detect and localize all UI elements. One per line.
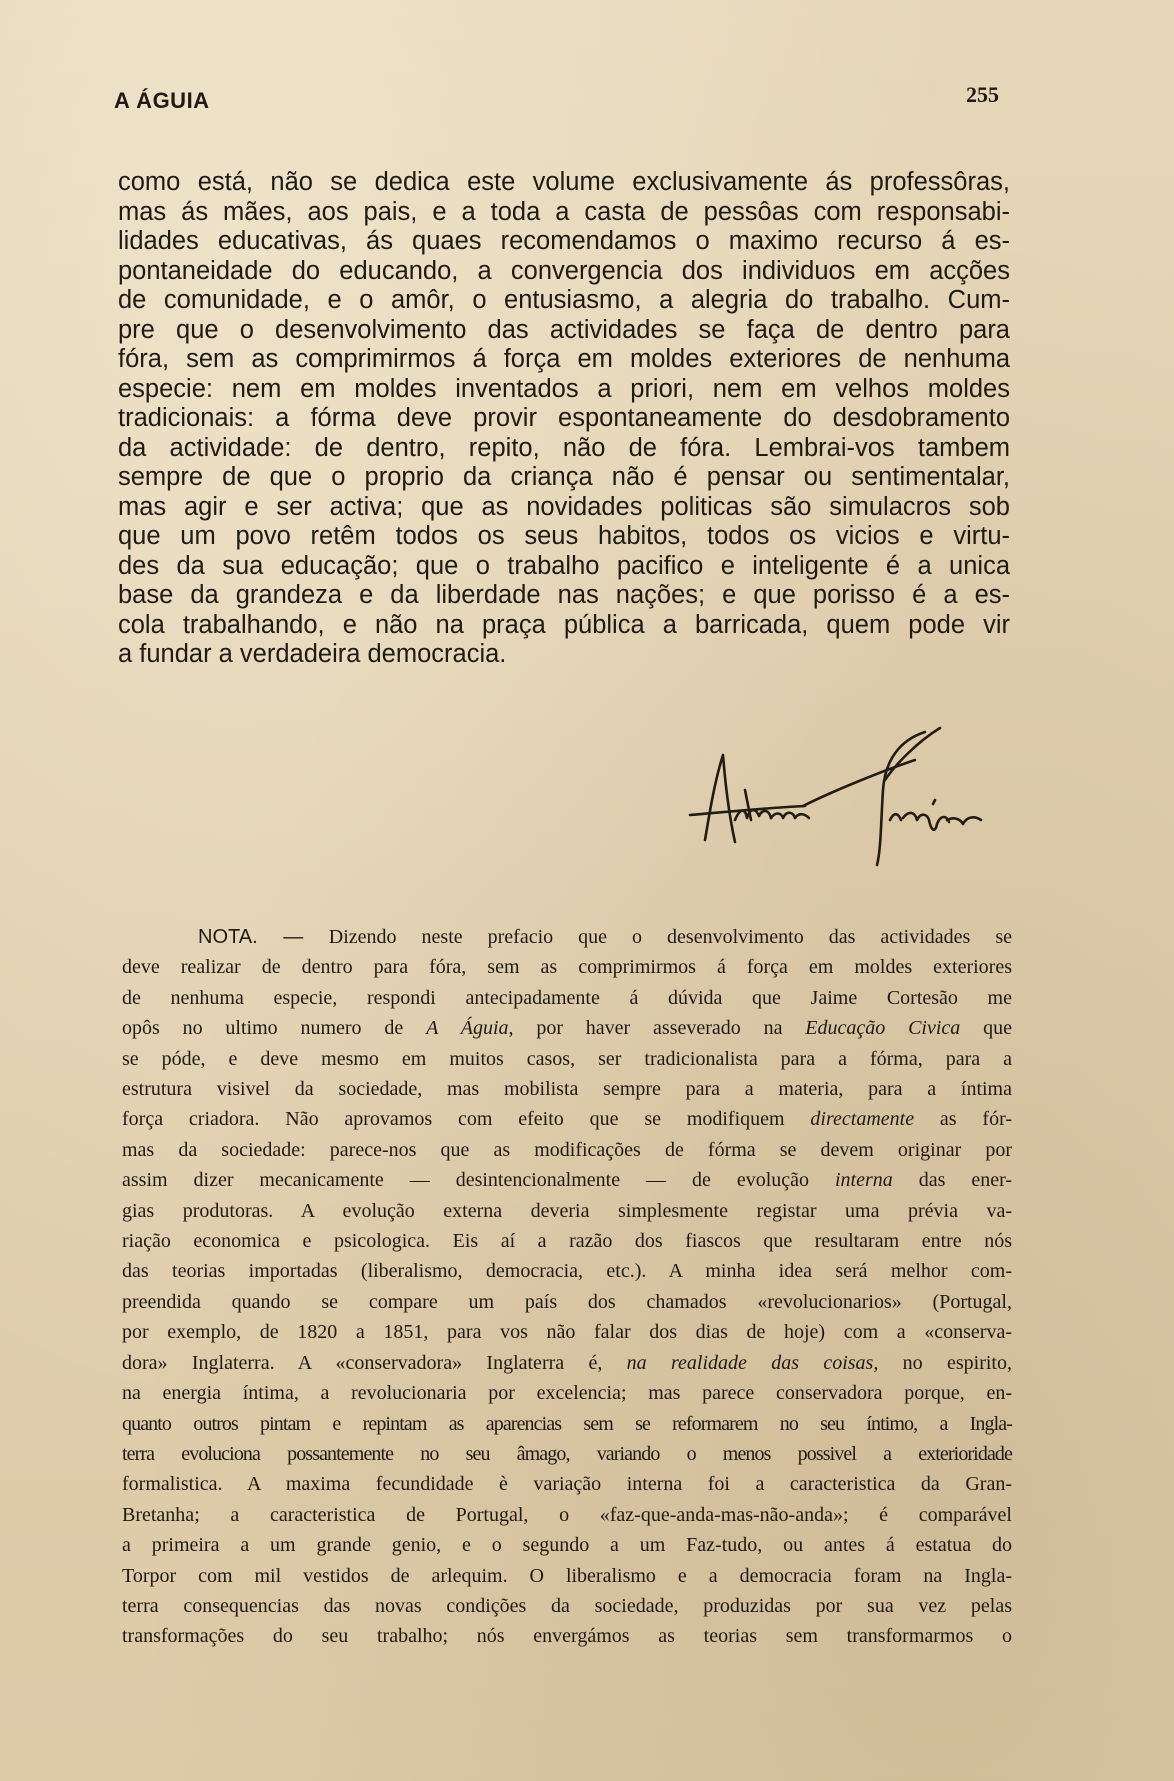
note-text: no espirito, bbox=[878, 1351, 1012, 1374]
note-text: de nenhuma especie, respondi antecipadamente á dúvida que Jaime Cortesão me bbox=[122, 986, 1012, 1009]
note-text: por exemplo, de 1820 a 1851, para vos não falar dos dias de hoje) com a «conserva- bbox=[122, 1321, 1012, 1344]
note-text: se póde, e deve mesmo em muitos casos, ser tradicionalista para a fórma, para a bbox=[122, 1047, 1012, 1070]
note-text: gias produtoras. A evolução externa deveria simplesmente registar uma prévia va- bbox=[122, 1199, 1012, 1222]
body-line: lidades educativas, ás quaes recomendamos o maximo recurso á es- bbox=[118, 227, 1010, 255]
body-line: fóra, sem as comprimirmos á força em moldes exteriores de nenhuma bbox=[118, 345, 1010, 373]
body-line: pontaneidade do educando, a convergencia dos individuos em acções bbox=[118, 256, 1010, 285]
note-italic-text: A Águia bbox=[426, 1017, 509, 1040]
page-number: 255 bbox=[966, 82, 999, 107]
note-line bbox=[122, 1256, 1012, 1286]
note-line bbox=[122, 1530, 1012, 1560]
body-line: como está, não se dedica este volume exclusivamente ás professôras, bbox=[118, 168, 1010, 196]
note-line bbox=[122, 1378, 1012, 1408]
note-line bbox=[122, 1104, 1012, 1134]
note-line bbox=[122, 1561, 1012, 1591]
note-text: a primeira a um grande genio, e o segundo a um Faz-tudo, ou antes á estatua do bbox=[122, 1534, 1012, 1557]
note-text: que bbox=[960, 1017, 1012, 1040]
body-line: a fundar a verdadeira democracia. bbox=[118, 640, 507, 668]
body-line: que um povo retêm todos os seus habitos, todos os vicios e virtu- bbox=[118, 522, 1010, 550]
body-paragraph bbox=[118, 168, 1010, 670]
body-line: de comunidade, e o amôr, o entusiasmo, a alegria do trabalho. Cum- bbox=[118, 286, 1010, 314]
note-line bbox=[122, 1013, 1012, 1043]
note-text: as fór- bbox=[914, 1108, 1012, 1131]
note-text: preendida quando se compare um país dos chamados «revolucionarios» (Portugal, bbox=[122, 1290, 1012, 1313]
note-text: Bretanha; a caracteristica de Portugal, o «faz-que-anda-mas-não-anda»; é comparável bbox=[122, 1503, 1012, 1526]
note-line bbox=[122, 1317, 1012, 1347]
body-line: mas agir e ser activa; que as novidades politicas são simulacros sob bbox=[118, 492, 1010, 521]
footnote bbox=[122, 922, 1012, 1652]
body-line: base da grandeza e da liberdade nas nações; e que porisso é a es- bbox=[118, 581, 1010, 609]
note-line bbox=[122, 1226, 1012, 1256]
note-text: terra consequencias das novas condições da sociedade, produzidas por sua vez pelas bbox=[122, 1594, 1012, 1617]
note-italic-text: na realidade das coisas, bbox=[626, 1351, 879, 1374]
note-italic-text: interna bbox=[834, 1169, 893, 1192]
note-label: NOTA. bbox=[198, 926, 258, 948]
note-line bbox=[122, 1348, 1012, 1378]
note-dash: — bbox=[257, 926, 329, 948]
note-line bbox=[122, 1165, 1012, 1195]
note-text: das ener- bbox=[892, 1169, 1012, 1192]
note-line bbox=[122, 1500, 1012, 1530]
note-text: opôs no ultimo numero de bbox=[122, 1017, 427, 1040]
note-text: das teorias importadas (liberalismo, democracia, etc.). A minha idea será melhor com- bbox=[122, 1260, 1012, 1283]
body-line: especie: nem em moldes inventados a priori, nem em velhos moldes bbox=[118, 374, 1010, 403]
note-line bbox=[122, 1135, 1012, 1165]
note-first-line bbox=[122, 922, 1012, 952]
note-italic-text: Educação Civica bbox=[805, 1017, 961, 1040]
note-text: transformações do seu trabalho; nós envergámos as teorias sem transformarmos o bbox=[122, 1625, 1012, 1648]
note-line bbox=[122, 1469, 1012, 1499]
note-text: na energia íntima, a revolucionaria por excelencia; mas parece conservadora porque, en- bbox=[122, 1382, 1012, 1405]
note-line bbox=[122, 1591, 1012, 1621]
note-text: quanto outros pintam e repintam as aparencias sem se reformarem no seu íntimo, a Ingla- bbox=[122, 1412, 1012, 1435]
handwritten-signature bbox=[685, 720, 1005, 870]
body-line: des da sua educação; que o trabalho pacifico e inteligente é a unica bbox=[118, 551, 1010, 580]
body-line: cola trabalhando, e não na praça pública a barricada, quem pode vir bbox=[118, 610, 1010, 639]
note-text: dora» Inglaterra. A «conservadora» Inglaterra é, bbox=[122, 1351, 627, 1374]
note-text: força criadora. Não aprovamos com efeito que se modifiquem bbox=[122, 1108, 811, 1131]
body-line: mas ás mães, aos pais, e a toda a casta de pessôas com responsabi- bbox=[118, 197, 1010, 226]
note-line bbox=[122, 1439, 1012, 1469]
note-text: mas da sociedade: parece-nos que as modificações de fórma se devem originar por bbox=[122, 1138, 1012, 1161]
note-text: deve realizar de dentro para fóra, sem as comprimirmos á força em moldes exteriores bbox=[122, 956, 1012, 979]
note-line bbox=[122, 1621, 1012, 1651]
note-text: Torpor com mil vestidos de arlequim. O liberalismo e a democracia foram na Ingla- bbox=[122, 1564, 1012, 1587]
body-line: sempre de que o proprio da criança não é pensar ou sentimentalar, bbox=[118, 463, 1010, 491]
running-title: A ÁGUIA bbox=[114, 88, 210, 113]
note-first-line-text: Dizendo neste prefacio que o desenvolvimento das actividades se bbox=[328, 926, 1012, 948]
note-italic-text: directamente bbox=[810, 1108, 915, 1131]
note-text: formalistica. A maxima fecundidade è variação interna foi a caracteristica da Gran- bbox=[122, 1473, 1012, 1496]
note-line bbox=[122, 952, 1012, 982]
note-text: assim dizer mecanicamente — desintencionalmente — de evolução bbox=[122, 1169, 835, 1192]
note-text: estrutura visivel da sociedade, mas mobilista sempre para a materia, para a íntima bbox=[122, 1078, 1012, 1101]
note-line bbox=[122, 1074, 1012, 1104]
body-line: da actividade: de dentro, repito, não de fóra. Lembrai-vos tambem bbox=[118, 433, 1010, 462]
note-line bbox=[122, 1196, 1012, 1226]
note-line bbox=[122, 1287, 1012, 1317]
note-text: , por haver asseverado na bbox=[508, 1017, 806, 1040]
note-line bbox=[122, 983, 1012, 1013]
body-line: tradicionais: a fórma deve provir espontaneamente do desdobramento bbox=[118, 404, 1010, 432]
body-line: pre que o desenvolvimento das actividades se faça de dentro para bbox=[118, 315, 1010, 344]
note-line bbox=[122, 1409, 1012, 1439]
note-text: riação economica e psicologica. Eis aí a razão dos fiascos que resultaram entre nós bbox=[122, 1230, 1012, 1253]
note-text: terra evoluciona possantemente no seu âmago, variando o menos possivel a exterioridade bbox=[122, 1442, 1012, 1465]
note-line bbox=[122, 1044, 1012, 1074]
